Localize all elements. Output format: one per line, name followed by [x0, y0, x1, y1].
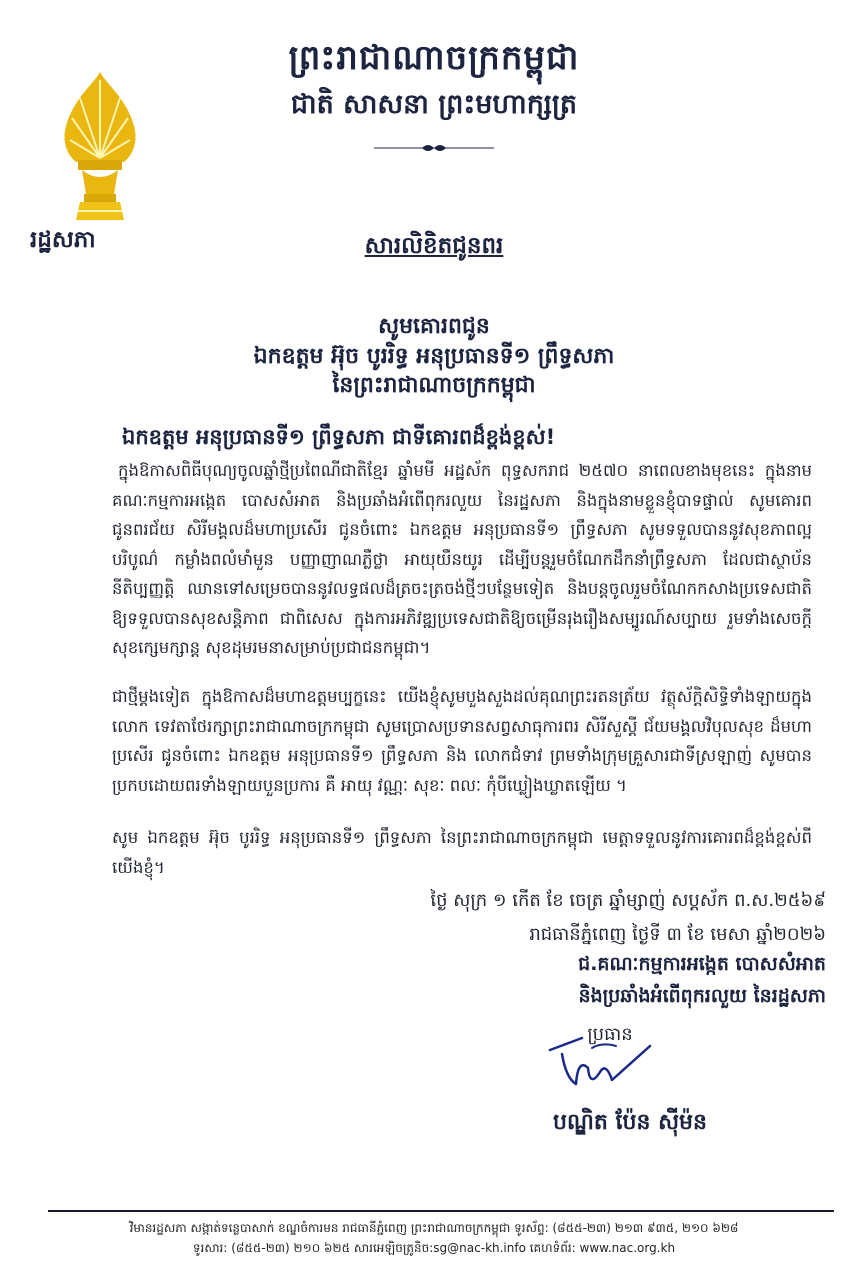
divider-ornament-icon — [374, 142, 494, 154]
signatory-title: ប្រធាន — [587, 1024, 633, 1045]
place-and-date: រាជធានីភ្នំពេញ ថ្ងៃទី ៣ ខែ មេសា ឆ្នាំ២០២៦ — [529, 924, 826, 945]
handwritten-signature — [532, 1028, 672, 1098]
footer-address: វិមានរដ្ឋសភា សង្កាត់ទន្លេបាសាក់ ខណ្ឌចំការមន រាជធានីភ្នំពេញ ព្រះរាជាណាចក្រកម្ពុជា ទូរស័ព្ទ: (៨៥៥-២៣) ២១៣ ៩៣៥, ២១០ ៦២៨ — [129, 1221, 739, 1235]
body-paragraph-1: ក្នុងឱកាសពិធីបុណ្យចូលឆ្នាំថ្មីប្រពៃណីជាតិខ្មែរ ឆ្នាំមមី អដ្ឋស័ក ពុទ្ធសករាជ ២៥៧០ នាពេលខាងមុខនេះ ក្នុងនាមគណៈកម្មការអង្កេត បោសសំអាត និងប្រឆាំងអំពើពុករលួយ នៃរដ្ឋសភា និងក្នុងនាមខ្លួនខ្ញុំបាទផ្ទាល់ សូមគោរពជូនពរជ័យ សិរីមង្គលដ៏មហាប្រសើរ ជូនចំពោះ ឯកឧត្តម អនុប្រធានទី១ ព្រឹទ្ធសភា សូមទទួលបាននូវសុខភាពល្អបរិបូណ៌ កម្លាំងពលំមាំមួន បញ្ញាញាណភ្លឺថ្លា អាយុយឺនយូរ ដើម្បីបន្តរួមចំណែកដឹកនាំព្រឹទ្ធសភា ដែលជាស្ថាប័ននីតិប្បញ្ញត្តិ ឈានទៅសម្រេចបាននូវលទ្ធផលដ៏ត្រចះត្រចង់ថ្មីៗបន្ថែមទៀត និងបន្តចូលរួមចំណែកកសាងប្រទេសជាតិឱ្យទទួលបានសុខសន្តិភាព ជាពិសេស ក្នុងការអភិវឌ្ឍប្រទេសជាតិឱ្យចម្រើនរុងរឿងសម្បូរណ៍សប្បាយ រួមទាំងសេចក្ដីសុខក្សេមក្សាន្ត សុខដុមរមនាសម្រាប់ប្រជាជនកម្ពុជា។ — [112, 461, 812, 657]
signatory-name: បណ្ឌិត ប៉ែន ស៊ីម៉ន — [553, 1110, 707, 1135]
document-title: សារលិខិតជូនពរ — [364, 233, 504, 259]
national-motto: ជាតិ សាសនា ព្រះមហាក្សត្រ — [290, 89, 578, 120]
body-paragraph-3: សូម ឯកឧត្តម អ៊ុច បូររិទ្ធ អនុប្រធានទី១ ព្រឹទ្ធសភា នៃព្រះរាជាណាចក្រកម្ពុជា មេត្តាទទួលនូវការគោរពដ៏ខ្ពង់ខ្ពស់ពីយើងខ្ញុំ។ — [112, 828, 812, 877]
senate-emblem-icon — [50, 68, 150, 228]
lunar-date: ថ្ងៃ សុក្រ ១ កើត ខែ ចេត្រ ឆ្នាំម្សាញ់ សប្តស័ក ព.ស.២៥៦៩ — [430, 890, 826, 911]
signatory-office-line-2: និងប្រឆាំងអំពើពុករលួយ នៃរដ្ឋសភា — [578, 985, 826, 1007]
footer-contacts: ទូរសារ: (៨៥៥-២៣) ២១០ ៦២៥ សារអេឡិចត្រូនិច:sg@nac-kh.info គេហទំព័រ: www.nac.org.kh — [192, 1241, 676, 1255]
recipient-line-1: សូមគោរពជូន — [378, 314, 490, 339]
body-paragraph-2: ជាថ្មីម្ដងទៀត ក្នុងឱកាសដ៏មហាឧត្តមប្បក្ខនេះ យើងខ្ញុំសូមបួងសួងដល់គុណព្រះរតនត្រ័យ វត្ថុស័ក្ដិសិទ្ធិទាំងឡាយក្នុងលោក ទេវតាថែរក្សាព្រះរាជាណាចក្រកម្ពុជា សូមប្រោសប្រទានសព្វសាធុការពរ សិរីសួស្ដី ជ័យមង្គលវិបុលសុខ ដ៏មហាប្រសើរ ជូនចំពោះ ឯកឧត្តម អនុប្រធានទី១ ព្រឹទ្ធសភា និង លោកជំទាវ ព្រមទាំងក្រុមគ្រួសារជាទីស្រឡាញ់ សូមបានប្រកបដោយពរទាំងឡាយបួនប្រការ គឺ អាយុ វណ្ណៈ សុខៈ ពលៈ កុំបីឃ្លៀងឃ្លាតឡើយ ។ — [112, 687, 812, 795]
recipient-line-3: នៃព្រះរាជាណាចក្រកម្ពុជា — [332, 373, 536, 398]
salutation: ឯកឧត្តម អនុប្រធានទី១ ព្រឹទ្ធសភា ជាទីគោរពដ៏ខ្ពង់ខ្ពស់! — [122, 425, 556, 449]
recipient-line-2: ឯកឧត្តម អ៊ុច បូររិទ្ធ អនុប្រធានទី១ ព្រឹទ្ធសភា — [253, 344, 615, 369]
kingdom-heading: ព្រះរាជាណាចក្រកម្ពុជា — [288, 38, 580, 78]
footer-divider — [48, 1210, 834, 1212]
signatory-office-line-1: ជ.គណៈកម្មការអង្កេត បោសសំអាត — [578, 953, 826, 975]
senate-label: រដ្ឋសភា — [30, 227, 96, 253]
